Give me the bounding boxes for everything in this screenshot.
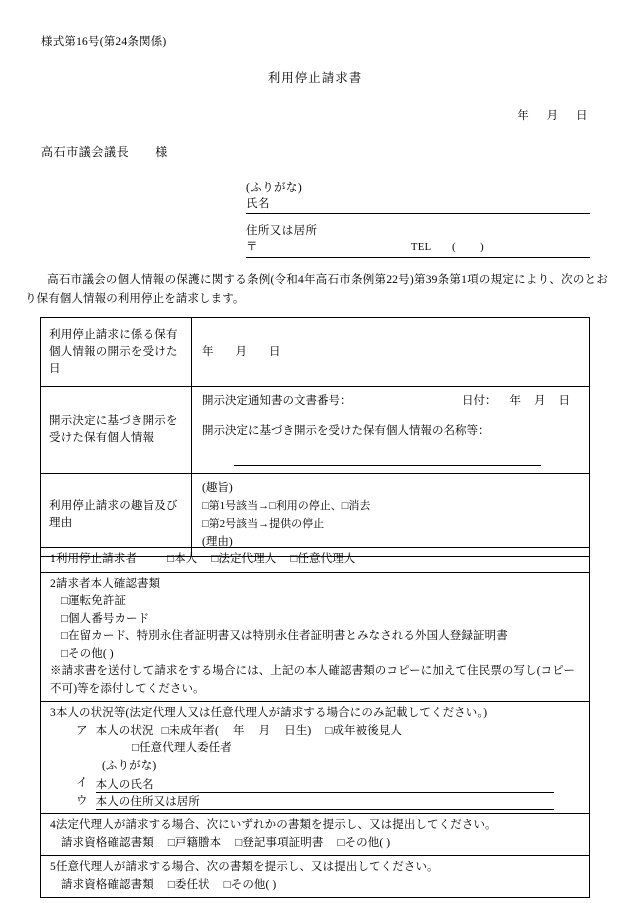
reason-heading: (理由) <box>202 536 233 548</box>
table-row <box>41 856 590 898</box>
table-row <box>41 318 590 387</box>
address-field-row[interactable] <box>246 239 590 258</box>
section5-title: 5任意代理人が請求する場合、次の書類を提示し、又は提出してください。 <box>50 861 439 873</box>
checkbox-drivers-license[interactable]: □運転免許証 <box>61 595 127 607</box>
section1-requester-type[interactable] <box>41 548 590 573</box>
section3-title: 3本人の状況等(法定代理人又は任意代理人が請求する場合にのみ記載してください。) <box>50 707 488 719</box>
section4-docs-label: 請求資格確認書類 <box>61 836 154 849</box>
checkbox-registration-certificate[interactable]: □登記事項証明書 <box>235 836 324 849</box>
furigana-label: (ふりがな) <box>246 182 303 194</box>
disclosure-day-label: 日 <box>269 346 281 358</box>
section2-identity-documents[interactable] <box>41 572 590 702</box>
purpose-heading: (趣旨) <box>202 482 233 494</box>
notice-day-label: 日 <box>558 395 570 407</box>
checkbox-power-of-attorney[interactable]: □委任状 <box>167 878 210 891</box>
checkbox-other-document[interactable]: □その他( ) <box>61 647 114 660</box>
minor-birth-year: 年 <box>233 724 245 737</box>
disclosed-info-name-label: 開示決定に基づき開示を受けた保有個人情報の名称等： <box>202 425 490 437</box>
section4-legal-representative-docs[interactable] <box>41 814 590 856</box>
section3-person-status[interactable] <box>41 702 590 814</box>
submission-date-line <box>517 107 588 123</box>
addressee-honorific: 様 <box>155 145 168 159</box>
row-label-disclosed-info: 開示決定に基づき開示を受けた保有個人情報 <box>41 387 192 474</box>
minor-birth-month: 月 <box>258 724 271 737</box>
form-number: 様式第16号(第24条関係) <box>41 36 167 48</box>
tel-label: TEL <box>411 242 432 253</box>
addressee-line <box>41 143 168 160</box>
name-field-row[interactable] <box>246 196 590 214</box>
name-label: 氏名 <box>246 198 270 210</box>
table-row <box>41 548 590 573</box>
row-value-purpose-reason[interactable] <box>192 474 590 557</box>
section3-c-label: 本人の住所又は居所 <box>95 796 201 808</box>
tel-paren-open: ( <box>452 241 456 253</box>
notice-date-prefix: 日付： <box>462 395 497 407</box>
section5-docs-label: 請求資格確認書類 <box>61 878 154 891</box>
notice-month-label: 月 <box>534 395 546 407</box>
notice-year-label: 年 <box>509 395 521 407</box>
page-title: 利用停止請求書 <box>267 71 363 85</box>
date-year-label: 年 <box>517 110 530 122</box>
checkbox-section4-other[interactable]: □その他( ) <box>337 836 391 849</box>
document-number-line <box>202 392 583 410</box>
addressee-name: 高石市議会議長 <box>41 145 130 159</box>
section2-note: ※請求書を送付して請求をする場合には、上記の本人確認書類のコピーに加えて住民票の写し(コピー不可)等を添付してください。 <box>50 665 576 695</box>
table-row <box>41 572 590 702</box>
row-label-disclosure-date: 利用停止請求に係る保有個人情報の開示を受けた日 <box>41 318 192 387</box>
checkbox-section5-other[interactable]: □その他( ) <box>223 878 277 891</box>
disclosure-year-label: 年 <box>202 346 214 358</box>
intro-text: 高石市議会の個人情報の保護に関する条例(令和4年高石市条例第22号)第39条第1項の規定により、次のとおり保有個人情報の利用停止を請求します。 <box>25 274 608 305</box>
section3-a-label: 本人の状況 <box>95 724 154 737</box>
row-value-disclosed-info[interactable] <box>192 387 590 474</box>
checkbox-minor[interactable]: □未成年者( <box>161 724 219 737</box>
table-row <box>41 814 590 856</box>
checkbox-voluntary-representative[interactable]: □任意代理人 <box>290 553 356 565</box>
person-address-input[interactable] <box>96 794 554 810</box>
checkbox-option-item2[interactable]: □第2号該当→提供の停止 <box>202 518 325 530</box>
checkbox-option-item1[interactable]: □第1号該当→□利用の停止、□消去 <box>202 500 371 512</box>
minor-birth-day: 日生) <box>284 724 312 737</box>
section3-furigana-label: (ふりがな) <box>102 759 157 772</box>
section4-title: 4法定代理人が請求する場合、次にいずれかの書類を提示し、又は提出してください。 <box>50 819 497 831</box>
postal-code-symbol: 〒 <box>246 241 258 253</box>
section1-title: 1利用停止請求者 <box>50 553 138 565</box>
disclosure-month-label: 月 <box>235 346 247 358</box>
notice-date-group <box>462 392 570 410</box>
document-number-label: 開示決定通知書の文書番号： <box>202 395 352 407</box>
applicant-block <box>246 180 590 258</box>
section3-a-marker: ア <box>76 724 88 737</box>
checkbox-adult-ward[interactable]: □成年被後見人 <box>325 724 403 737</box>
checkbox-mynumber-card[interactable]: □個人番号カード <box>61 612 150 625</box>
section3-c-row[interactable] <box>50 793 583 811</box>
section3-b-marker: イ <box>76 777 88 789</box>
checkbox-legal-representative[interactable]: □法定代理人 <box>211 553 277 565</box>
checkbox-family-register[interactable]: □戸籍謄本 <box>167 836 222 849</box>
row-label-purpose-reason: 利用停止請求の趣旨及び理由 <box>41 474 192 557</box>
table-row <box>41 702 590 814</box>
checkbox-residence-card[interactable]: □在留カード、特別永住者証明書又は特別永住者証明書とみなされる外国人登録証明書 <box>61 630 508 642</box>
table-row <box>41 474 590 557</box>
intro-paragraph <box>25 271 608 309</box>
table-row <box>41 387 590 474</box>
section3-b-row[interactable] <box>50 775 583 793</box>
section3-b-label: 本人の氏名 <box>95 778 154 791</box>
section2-title: 2請求者本人確認書類 <box>50 577 161 590</box>
requester-details-table <box>40 547 590 898</box>
person-name-input[interactable] <box>96 777 554 793</box>
address-label: 住所又は居所 <box>246 225 318 237</box>
date-day-label: 日 <box>576 110 588 122</box>
disclosure-info-table <box>40 317 590 557</box>
date-month-label: 月 <box>546 110 559 122</box>
checkbox-voluntary-delegator[interactable]: □任意代理人委任者 <box>132 742 232 754</box>
disclosed-info-name-input[interactable] <box>234 450 541 466</box>
disclosure-date-inline <box>202 346 281 358</box>
tel-paren-close: ) <box>480 241 484 253</box>
section5-voluntary-representative-docs[interactable] <box>41 856 590 898</box>
row-value-disclosure-date[interactable] <box>192 318 590 387</box>
section3-c-marker: ウ <box>76 794 88 807</box>
checkbox-self[interactable]: □本人 <box>167 553 198 565</box>
